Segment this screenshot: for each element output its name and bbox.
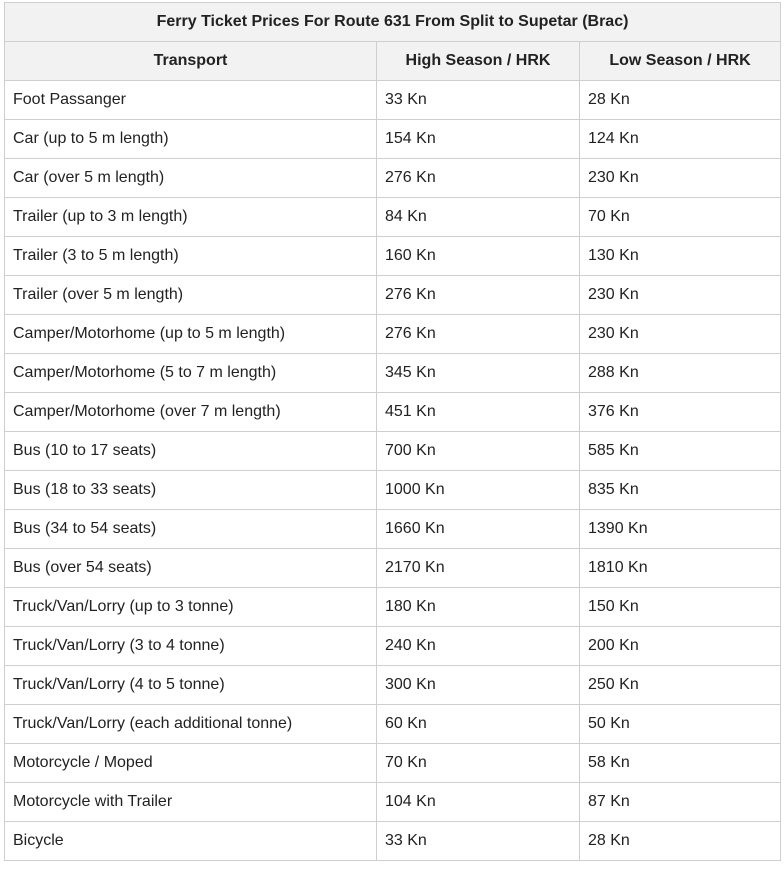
high-season-price-cell: 84 Kn <box>377 198 580 237</box>
low-season-price-cell: 28 Kn <box>580 822 781 861</box>
transport-cell: Trailer (3 to 5 m length) <box>5 237 377 276</box>
transport-cell: Truck/Van/Lorry (3 to 4 tonne) <box>5 627 377 666</box>
table-row <box>5 237 781 276</box>
high-season-price-cell: 33 Kn <box>377 822 580 861</box>
table-row <box>5 81 781 120</box>
high-season-price-cell: 276 Kn <box>377 315 580 354</box>
ferry-price-table <box>4 2 781 861</box>
table-row <box>5 627 781 666</box>
transport-cell: Car (over 5 m length) <box>5 159 377 198</box>
high-season-price-cell: 2170 Kn <box>377 549 580 588</box>
transport-cell: Camper/Motorhome (up to 5 m length) <box>5 315 377 354</box>
high-season-price-cell: 276 Kn <box>377 276 580 315</box>
low-season-price-cell: 200 Kn <box>580 627 781 666</box>
table-row <box>5 744 781 783</box>
high-season-price-cell: 1000 Kn <box>377 471 580 510</box>
transport-cell: Bus (over 54 seats) <box>5 549 377 588</box>
table-row <box>5 588 781 627</box>
low-season-price-cell: 585 Kn <box>580 432 781 471</box>
transport-cell: Bus (10 to 17 seats) <box>5 432 377 471</box>
transport-cell: Bus (18 to 33 seats) <box>5 471 377 510</box>
header-transport: Transport <box>5 42 377 81</box>
table-body <box>5 81 781 861</box>
high-season-price-cell: 300 Kn <box>377 666 580 705</box>
transport-cell: Foot Passanger <box>5 81 377 120</box>
high-season-price-cell: 700 Kn <box>377 432 580 471</box>
transport-cell: Camper/Motorhome (over 7 m length) <box>5 393 377 432</box>
transport-cell: Trailer (up to 3 m length) <box>5 198 377 237</box>
transport-cell: Camper/Motorhome (5 to 7 m length) <box>5 354 377 393</box>
low-season-price-cell: 835 Kn <box>580 471 781 510</box>
low-season-price-cell: 288 Kn <box>580 354 781 393</box>
table-row <box>5 198 781 237</box>
high-season-price-cell: 33 Kn <box>377 81 580 120</box>
table-row <box>5 705 781 744</box>
table-row <box>5 783 781 822</box>
header-low-season: Low Season / HRK <box>580 42 781 81</box>
transport-cell: Bus (34 to 54 seats) <box>5 510 377 549</box>
high-season-price-cell: 60 Kn <box>377 705 580 744</box>
table-row <box>5 120 781 159</box>
low-season-price-cell: 58 Kn <box>580 744 781 783</box>
table-row <box>5 666 781 705</box>
transport-cell: Bicycle <box>5 822 377 861</box>
table-header-row <box>5 42 781 81</box>
high-season-price-cell: 276 Kn <box>377 159 580 198</box>
low-season-price-cell: 70 Kn <box>580 198 781 237</box>
low-season-price-cell: 87 Kn <box>580 783 781 822</box>
low-season-price-cell: 1390 Kn <box>580 510 781 549</box>
table-row <box>5 471 781 510</box>
low-season-price-cell: 230 Kn <box>580 276 781 315</box>
table-row <box>5 159 781 198</box>
high-season-price-cell: 154 Kn <box>377 120 580 159</box>
low-season-price-cell: 376 Kn <box>580 393 781 432</box>
high-season-price-cell: 240 Kn <box>377 627 580 666</box>
low-season-price-cell: 130 Kn <box>580 237 781 276</box>
transport-cell: Truck/Van/Lorry (up to 3 tonne) <box>5 588 377 627</box>
low-season-price-cell: 1810 Kn <box>580 549 781 588</box>
high-season-price-cell: 451 Kn <box>377 393 580 432</box>
transport-cell: Motorcycle with Trailer <box>5 783 377 822</box>
low-season-price-cell: 124 Kn <box>580 120 781 159</box>
table-row <box>5 354 781 393</box>
low-season-price-cell: 230 Kn <box>580 159 781 198</box>
table-row <box>5 822 781 861</box>
table-caption: Ferry Ticket Prices For Route 631 From Split to Supetar (Brac) <box>5 3 781 42</box>
low-season-price-cell: 250 Kn <box>580 666 781 705</box>
low-season-price-cell: 230 Kn <box>580 315 781 354</box>
high-season-price-cell: 104 Kn <box>377 783 580 822</box>
low-season-price-cell: 150 Kn <box>580 588 781 627</box>
high-season-price-cell: 1660 Kn <box>377 510 580 549</box>
table-row <box>5 315 781 354</box>
transport-cell: Car (up to 5 m length) <box>5 120 377 159</box>
table-row <box>5 393 781 432</box>
table-caption-row <box>5 3 781 42</box>
high-season-price-cell: 180 Kn <box>377 588 580 627</box>
table-row <box>5 276 781 315</box>
transport-cell: Trailer (over 5 m length) <box>5 276 377 315</box>
transport-cell: Truck/Van/Lorry (each additional tonne) <box>5 705 377 744</box>
high-season-price-cell: 70 Kn <box>377 744 580 783</box>
table-row <box>5 549 781 588</box>
header-high-season: High Season / HRK <box>377 42 580 81</box>
table-row <box>5 510 781 549</box>
high-season-price-cell: 345 Kn <box>377 354 580 393</box>
high-season-price-cell: 160 Kn <box>377 237 580 276</box>
transport-cell: Motorcycle / Moped <box>5 744 377 783</box>
transport-cell: Truck/Van/Lorry (4 to 5 tonne) <box>5 666 377 705</box>
low-season-price-cell: 50 Kn <box>580 705 781 744</box>
table-row <box>5 432 781 471</box>
low-season-price-cell: 28 Kn <box>580 81 781 120</box>
